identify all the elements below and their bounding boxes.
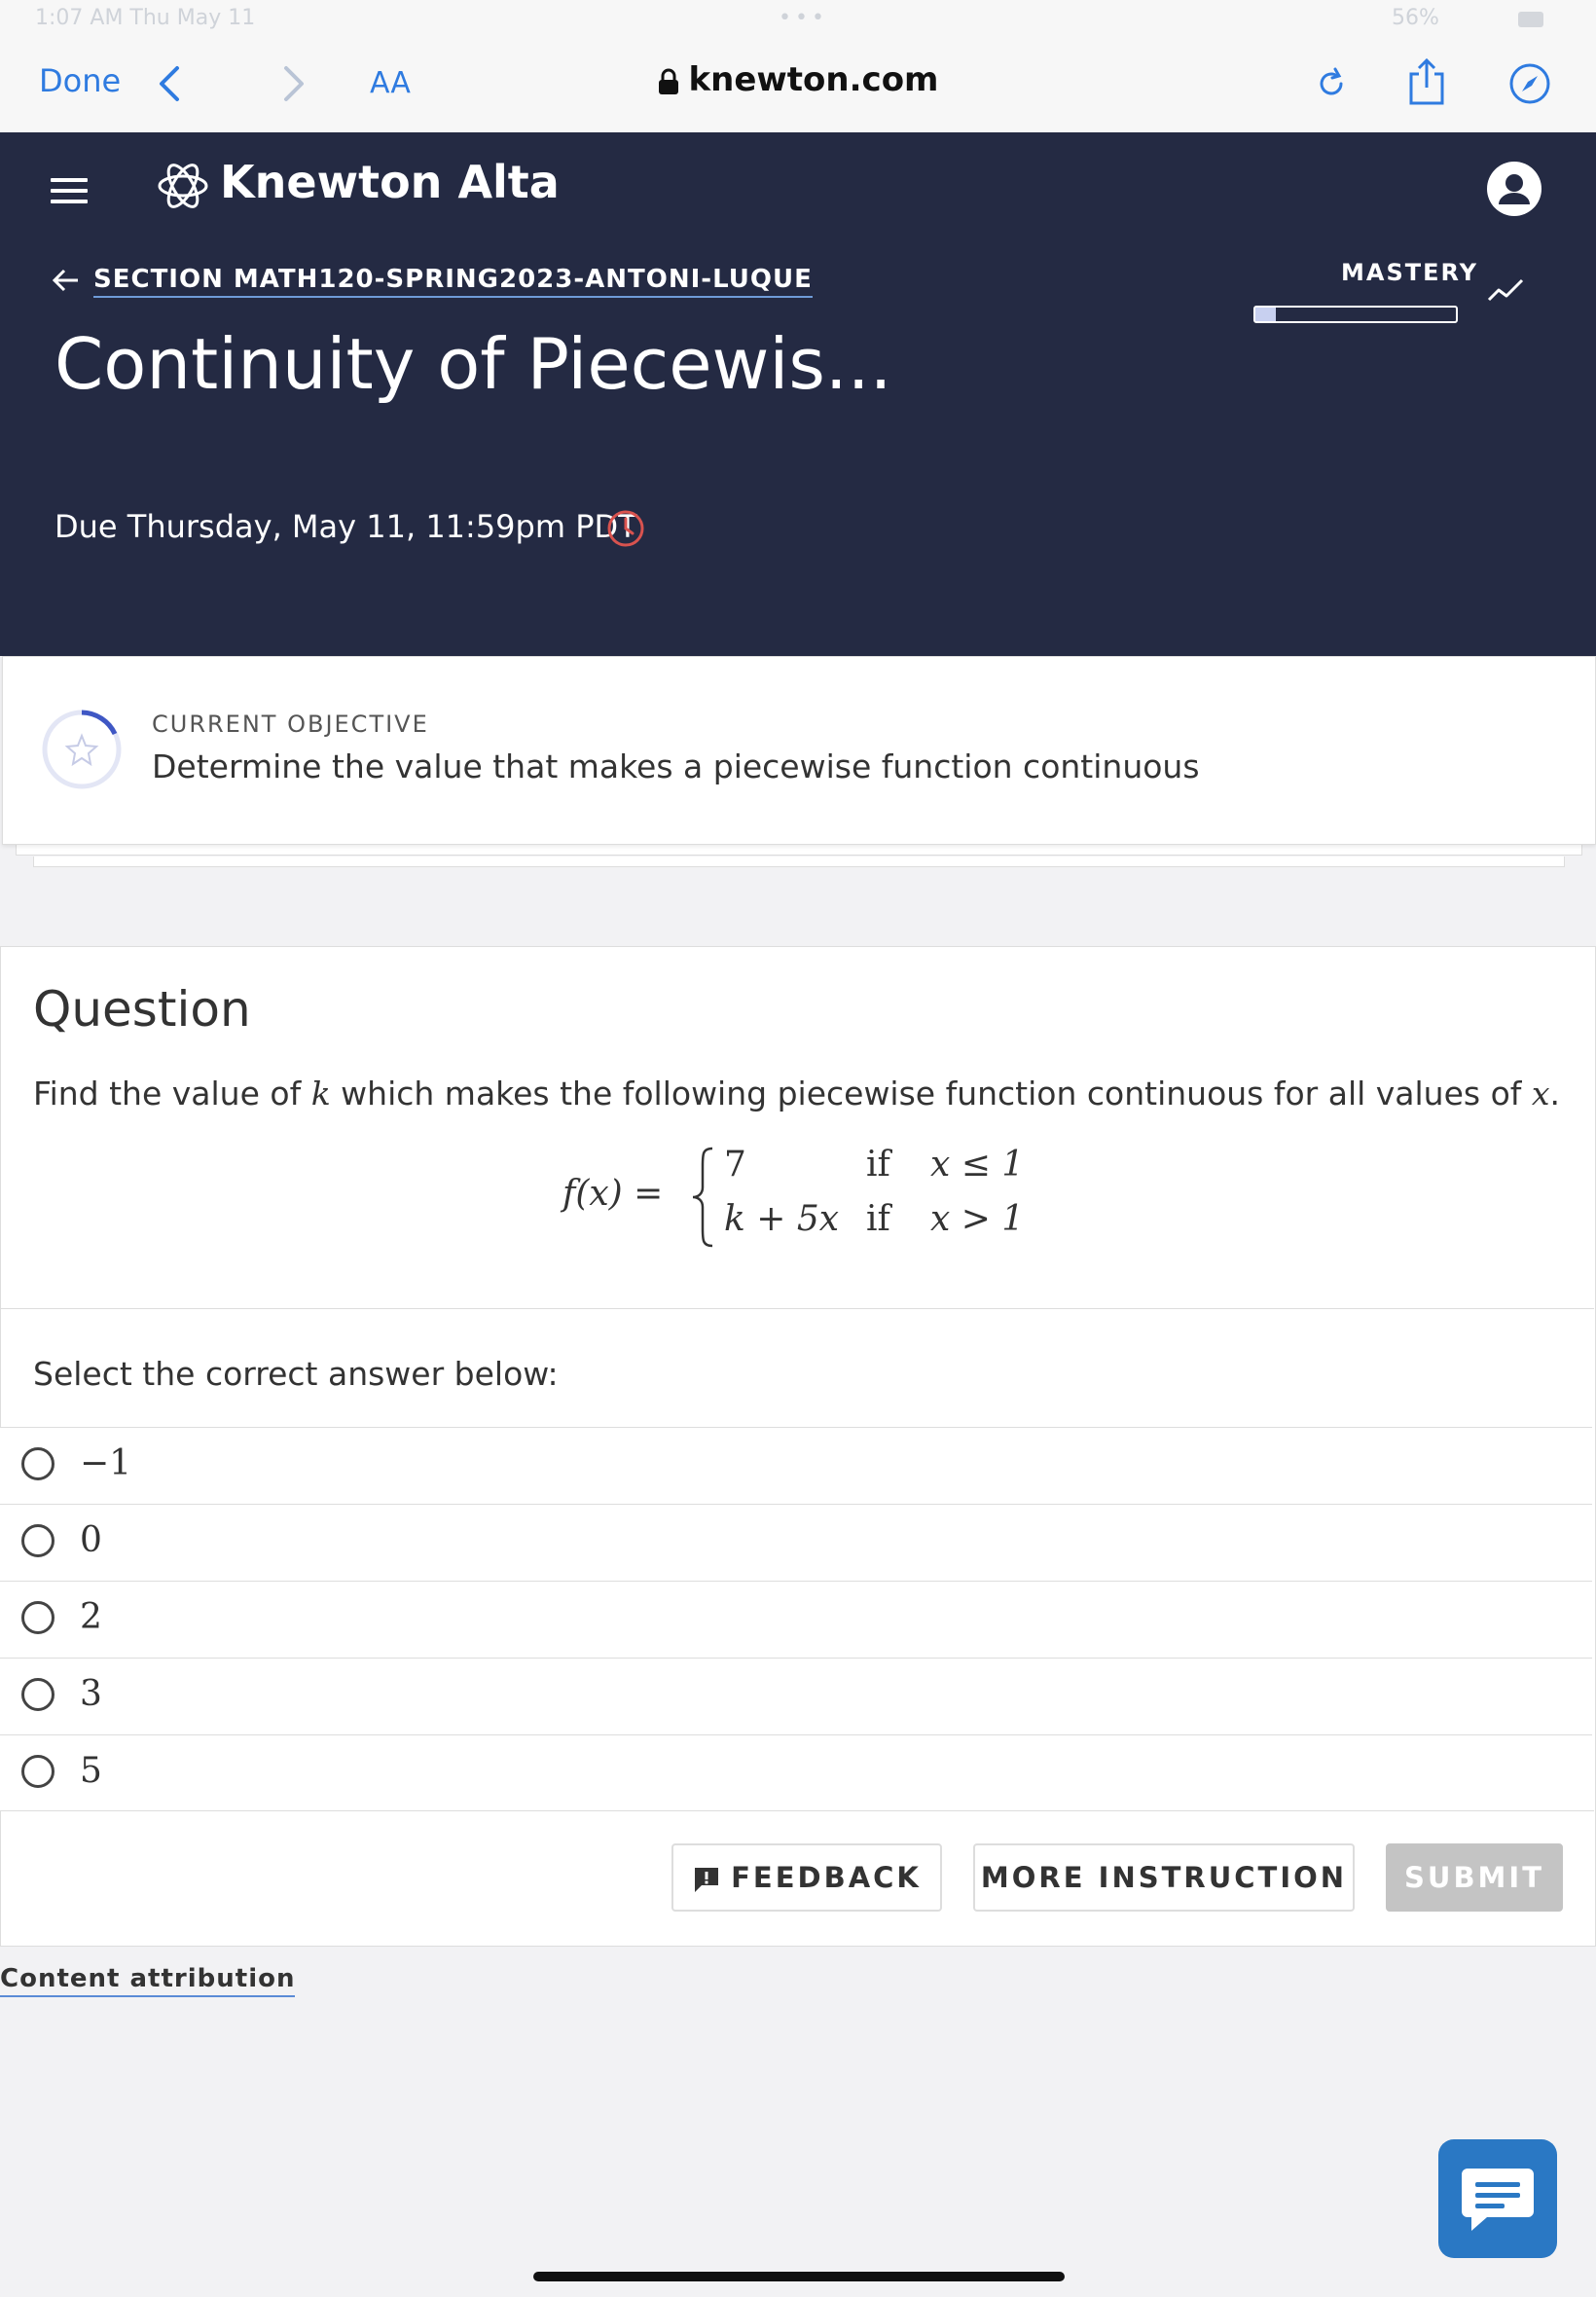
formula-row1-expr: 7	[724, 1145, 746, 1185]
choice-value: 0	[80, 1520, 102, 1560]
chat-button[interactable]	[1438, 2139, 1557, 2258]
feedback-icon	[692, 1865, 721, 1894]
page-title: Continuity of Piecewis...	[54, 323, 892, 405]
answer-choice[interactable]	[0, 1734, 1592, 1811]
radio-button[interactable]	[21, 1601, 54, 1634]
menu-icon[interactable]	[51, 178, 88, 210]
status-time-date: 1:07 AM Thu May 11	[35, 6, 256, 30]
address-bar[interactable]	[0, 60, 1596, 99]
formula-row2-cond: x > 1	[930, 1199, 1025, 1239]
radio-button[interactable]	[21, 1524, 54, 1557]
formula-row1-if: if	[866, 1145, 890, 1185]
answer-choice[interactable]	[0, 1658, 1592, 1734]
objective-text: Determine the value that makes a piecewise function continuous	[152, 747, 1200, 785]
due-date: Due Thursday, May 11, 11:59pm PDT	[54, 508, 637, 545]
brand-logo[interactable]	[156, 156, 560, 213]
variable-k: k	[310, 1075, 331, 1112]
formula-row2-expr: k + 5x	[724, 1199, 840, 1239]
mastery-label: MASTERY	[1341, 259, 1479, 286]
curly-brace-icon	[691, 1147, 716, 1248]
mastery-progress-bar	[1253, 306, 1458, 323]
formula-row1-cond: x ≤ 1	[930, 1145, 1025, 1185]
battery-percent: 56%	[1392, 6, 1439, 30]
home-indicator[interactable]	[533, 2272, 1065, 2281]
choice-value: 5	[80, 1751, 102, 1791]
submit-button[interactable]: SUBMIT	[1386, 1843, 1563, 1912]
objective-progress-ring-icon	[41, 709, 123, 790]
section-back-link[interactable]: SECTION MATH120-SPRING2023-ANTONI-LUQUE	[93, 265, 813, 298]
radio-button[interactable]	[21, 1755, 54, 1788]
choice-value: 3	[80, 1674, 102, 1714]
mastery-progress-fill	[1255, 308, 1276, 321]
radio-button[interactable]	[21, 1678, 54, 1711]
answer-choice[interactable]	[0, 1581, 1592, 1658]
more-instruction-button[interactable]: MORE INSTRUCTION	[973, 1843, 1355, 1912]
card-stack-layer	[16, 845, 1582, 856]
variable-x: x	[1531, 1075, 1550, 1112]
clock-icon	[605, 508, 646, 549]
arrow-left-icon	[53, 269, 80, 292]
feedback-button[interactable]	[671, 1843, 942, 1912]
feedback-label: FEEDBACK	[731, 1861, 922, 1894]
lock-icon	[658, 68, 679, 95]
battery-icon	[1518, 12, 1543, 27]
card-stack-layer	[33, 857, 1565, 867]
answer-choice[interactable]	[0, 1504, 1592, 1581]
knewton-atom-icon	[156, 159, 210, 213]
done-button[interactable]: Done	[39, 62, 122, 99]
divider	[0, 1308, 1594, 1309]
reload-icon[interactable]	[1314, 64, 1349, 103]
select-instruction: Select the correct answer below:	[33, 1355, 559, 1393]
share-icon[interactable]	[1405, 56, 1448, 107]
choice-value: −1	[80, 1443, 132, 1483]
answer-choice[interactable]	[0, 1427, 1592, 1504]
compass-icon[interactable]	[1508, 62, 1551, 105]
text-size-button[interactable]: AA	[370, 66, 411, 100]
trend-line-icon[interactable]	[1487, 274, 1526, 304]
multitasking-dots[interactable]: •••	[779, 6, 828, 30]
brand-name: Knewton Alta	[220, 156, 560, 208]
formula-row2-if: if	[866, 1199, 890, 1239]
choice-value: 2	[80, 1597, 102, 1637]
formula-lhs: f(x) =	[562, 1174, 664, 1214]
objective-label: CURRENT OBJECTIVE	[152, 711, 429, 738]
radio-button[interactable]	[21, 1447, 54, 1480]
url-text: knewton.com	[688, 60, 939, 99]
piecewise-formula	[562, 1145, 1069, 1252]
question-prompt: Find the value of k which makes the following piecewise function continuous for all values of x.	[33, 1075, 1561, 1112]
account-icon[interactable]	[1487, 162, 1542, 216]
chat-icon	[1438, 2139, 1557, 2258]
question-heading: Question	[33, 981, 251, 1038]
divider	[0, 1810, 1594, 1811]
content-attribution-link[interactable]: Content attribution	[0, 1964, 295, 1997]
